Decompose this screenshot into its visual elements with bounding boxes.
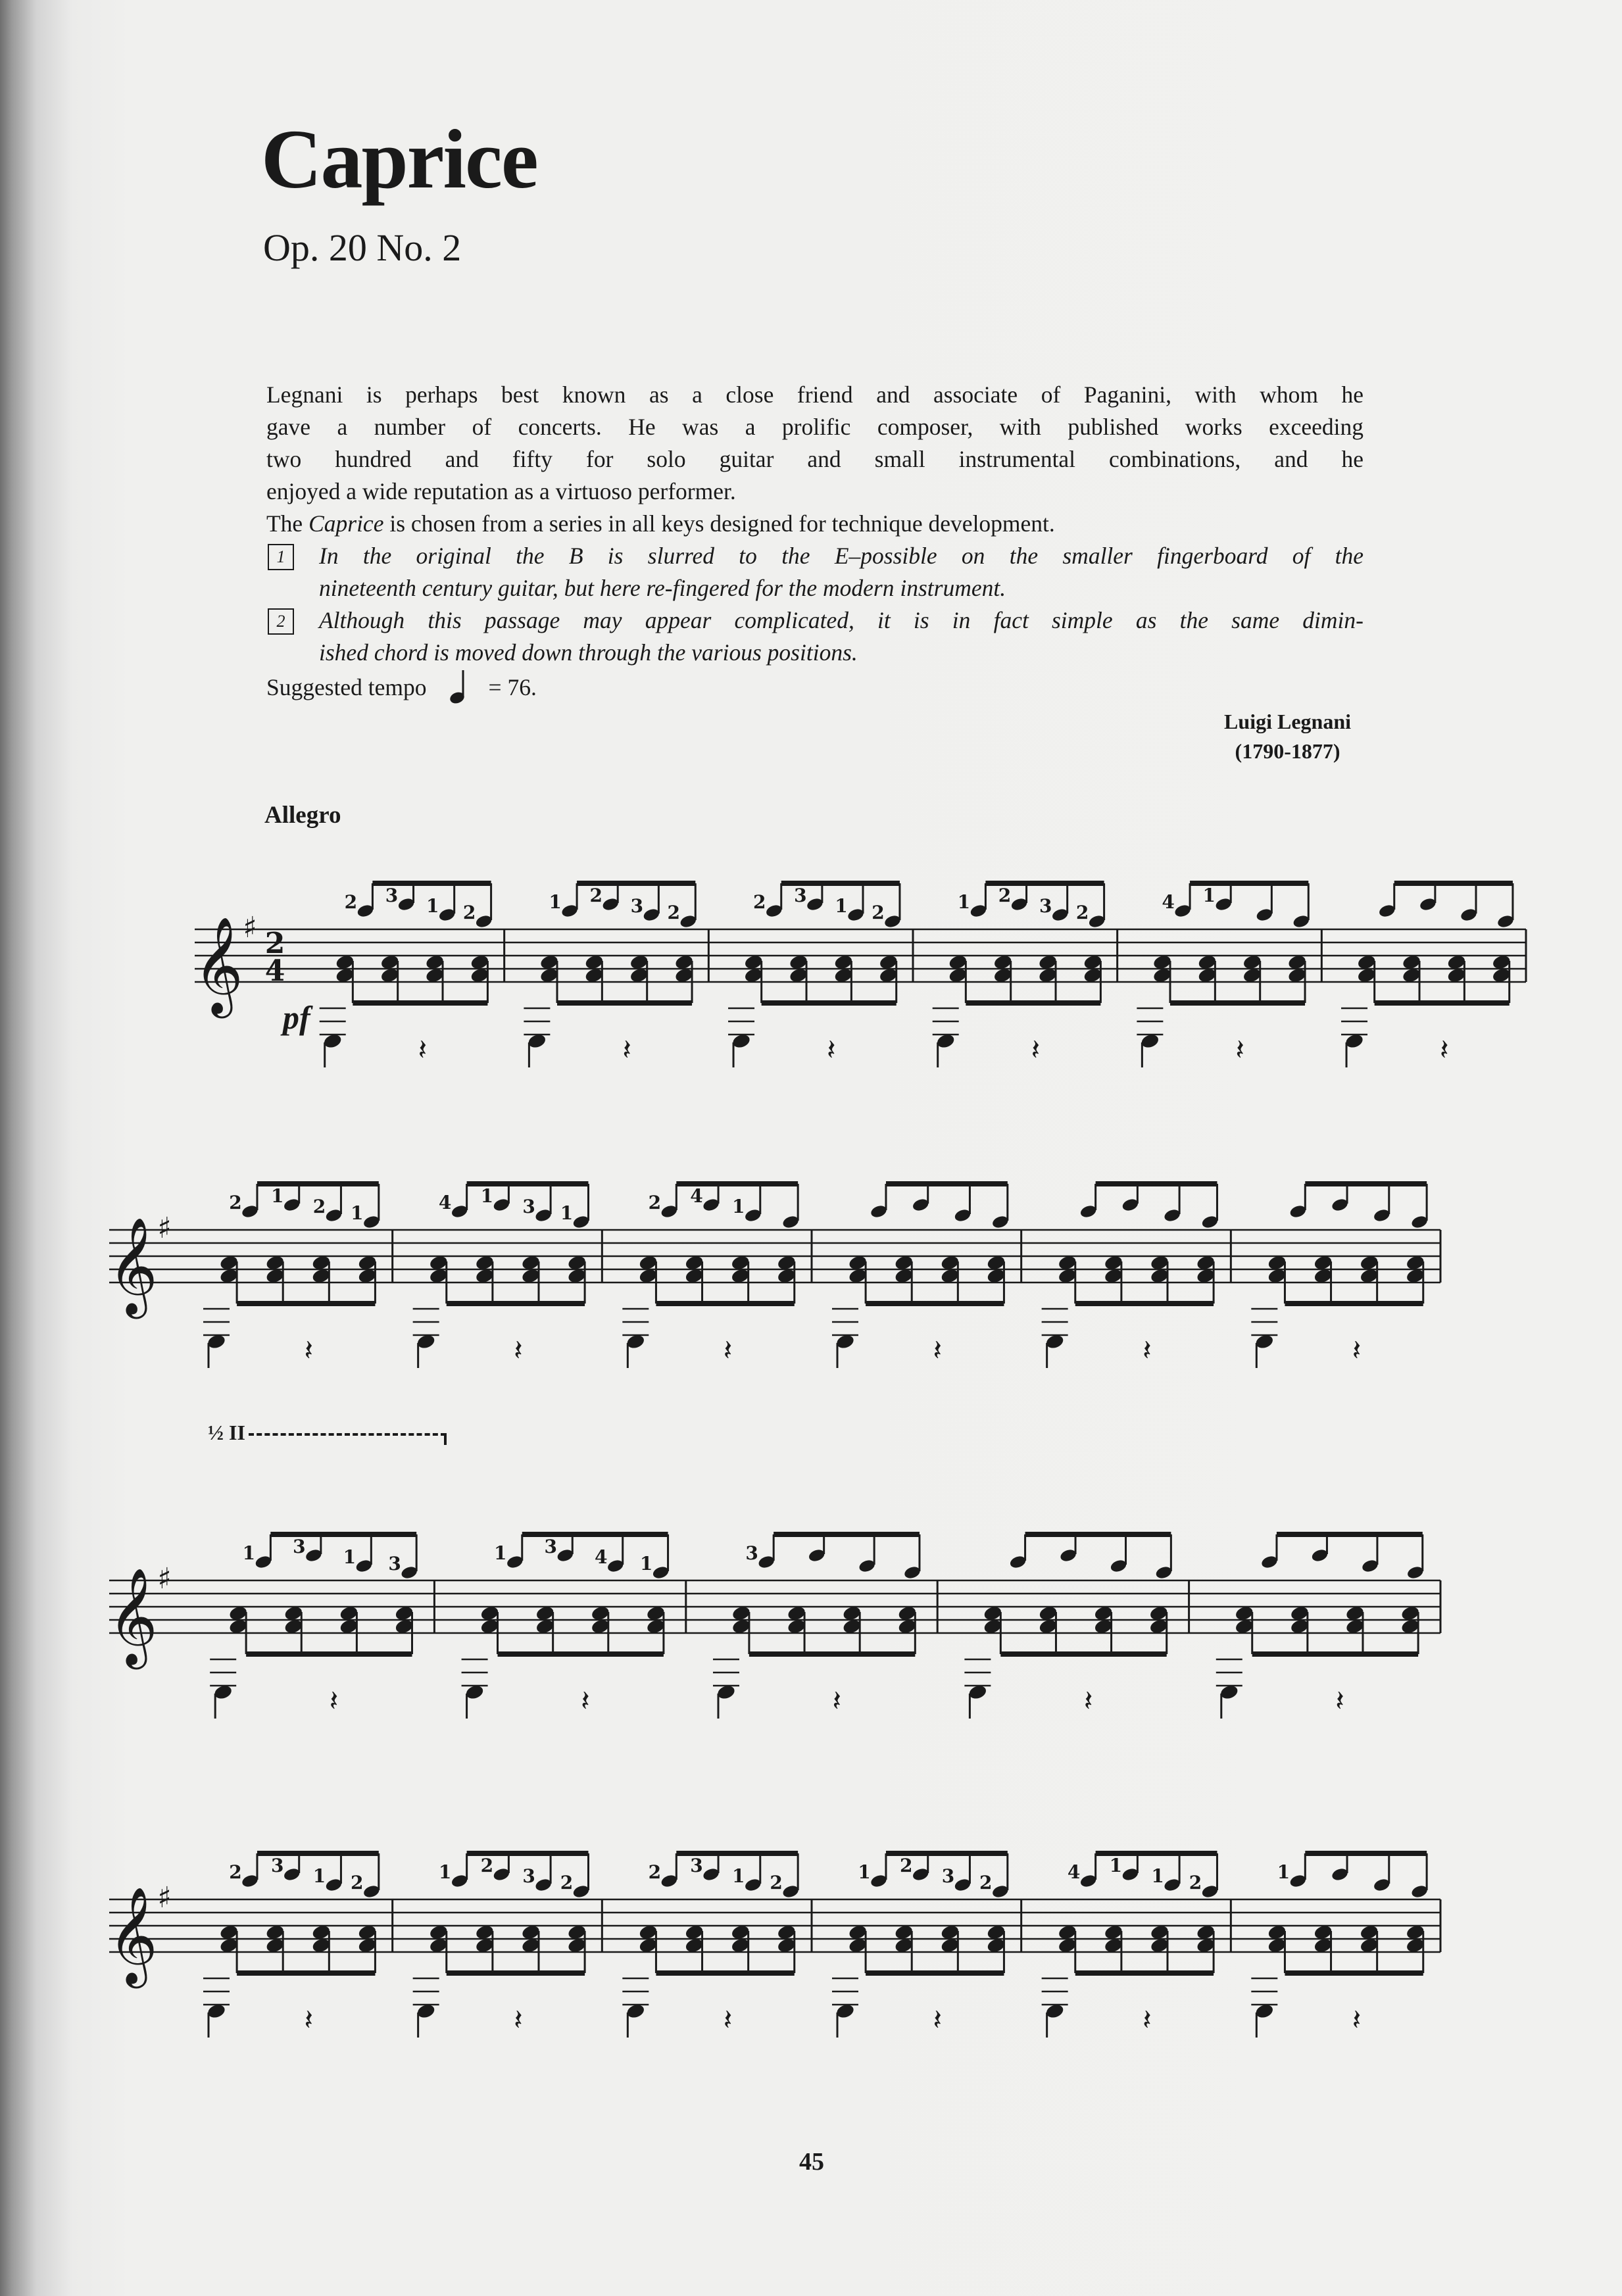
quarter-rest-icon: 𝄽 — [514, 2003, 523, 2037]
fingering-number: 1 — [957, 891, 971, 913]
quarter-rest-icon: 𝄽 — [1143, 1334, 1152, 1367]
chord-group — [964, 1534, 1173, 1719]
fingering-number: 2 — [648, 1192, 662, 1213]
fingering-number: 1 — [242, 1542, 256, 1564]
fingering-number: 2 — [560, 1872, 574, 1893]
quarter-rest-icon: 𝄽 — [1031, 1033, 1041, 1067]
time-signature-bottom: 4 — [264, 954, 285, 988]
fingering-number: 1 — [351, 1202, 364, 1224]
quarter-rest-icon: 𝄽 — [329, 1684, 339, 1718]
quarter-rest-icon: 𝄽 — [304, 2003, 313, 2037]
quarter-rest-icon: 𝄽 — [933, 2003, 942, 2037]
composer-name: Luigi Legnani — [1224, 710, 1351, 733]
chord-group — [413, 1853, 591, 2038]
page-number: 45 — [799, 2148, 824, 2176]
fingering-number: 3 — [690, 1855, 703, 1876]
quarter-rest-icon: 𝄽 — [723, 1334, 733, 1367]
footnote-text: nineteenth century guitar, but here re-fingered for the modern instrument. — [319, 575, 1006, 601]
fingering-number: 1 — [858, 1861, 871, 1883]
fingering-number: 3 — [745, 1542, 758, 1564]
chord-group — [203, 1184, 381, 1368]
key-signature-sharp: ♯ — [243, 911, 257, 944]
fingering-number: 1 — [732, 1196, 745, 1217]
chord-group — [210, 1534, 418, 1719]
fingering-number: 3 — [270, 1855, 284, 1876]
chord-group — [1251, 1184, 1429, 1368]
music-system-4 — [108, 1855, 1440, 2037]
fingering-number: 4 — [438, 1192, 452, 1213]
staff-lines — [109, 1899, 1440, 1952]
fingering-number: 4 — [594, 1546, 608, 1568]
fingering-number: 2 — [589, 885, 602, 906]
fingering-number: 3 — [522, 1865, 535, 1887]
treble-clef-icon: 𝄞 — [108, 1217, 158, 1315]
quarter-rest-icon: 𝄽 — [304, 1334, 313, 1367]
chord-group — [320, 883, 493, 1067]
fingering-number: 2 — [1189, 1872, 1202, 1893]
chord-group — [413, 1184, 591, 1368]
chord-group — [832, 1853, 1010, 2038]
quarter-rest-icon: 𝄽 — [514, 1334, 523, 1367]
barre-extension-line — [249, 1433, 446, 1436]
fingering-number: 2 — [648, 1861, 662, 1883]
fingering-number: 1 — [1202, 885, 1216, 906]
fingering-number: 1 — [494, 1542, 507, 1564]
fingering-number: 1 — [560, 1202, 574, 1224]
quarter-rest-icon: 𝄽 — [1143, 2003, 1152, 2037]
key-signature-sharp: ♯ — [157, 1562, 172, 1596]
fingering-number: 2 — [753, 891, 766, 913]
footnote-2 — [266, 604, 1364, 669]
quarter-rest-icon: 𝄽 — [1335, 1684, 1344, 1718]
fingering-number: 1 — [343, 1546, 356, 1568]
fingering-number: 2 — [229, 1861, 242, 1883]
fingering-number: 2 — [979, 1872, 993, 1893]
fingering-number: 2 — [667, 902, 681, 923]
fingering-number: 1 — [549, 891, 562, 913]
fingering-number: 3 — [522, 1196, 535, 1217]
intro-line: Legnani is perhaps best known as a close friend and associate of Paganini, with whom he — [266, 381, 1364, 408]
fingering-number: 1 — [732, 1865, 745, 1887]
chord-group — [203, 1853, 381, 2038]
treble-clef-icon: 𝄞 — [108, 1567, 158, 1665]
fingering-number: 3 — [794, 885, 807, 906]
fingering-number: 2 — [312, 1196, 326, 1217]
footnote-text: ished chord is moved down through the various positions. — [319, 639, 858, 666]
music-system-3 — [108, 1536, 1440, 1718]
composer-dates: (1790-1877) — [1235, 739, 1340, 763]
time-signature-top: 2 — [264, 927, 285, 960]
chord-group — [462, 1534, 670, 1719]
footnote-number-box: 1 — [268, 544, 294, 570]
fingering-number: 3 — [630, 895, 644, 917]
chord-group — [622, 1853, 800, 2038]
quarter-rest-icon: 𝄽 — [622, 1033, 631, 1067]
quarter-rest-icon: 𝄽 — [723, 2003, 733, 2037]
footnote-text: In the original the B is slurred to the E–possible on the smaller fingerboard of the — [319, 543, 1364, 569]
intro-line: enjoyed a wide reputation as a virtuoso performer. — [266, 478, 736, 504]
barre-extension-end — [444, 1433, 447, 1445]
chord-group — [832, 1184, 1010, 1368]
footnote-text: Although this passage may appear complicated, it is in fact simple as the same dimin- — [319, 607, 1364, 633]
fingering-number: 2 — [351, 1872, 364, 1893]
fingering-number: 3 — [388, 1553, 401, 1575]
fingering-number: 2 — [770, 1872, 783, 1893]
music-system-2 — [108, 1185, 1440, 1367]
quarter-rest-icon: 𝄽 — [1352, 1334, 1362, 1367]
footnote-number-box: 2 — [268, 608, 294, 635]
fingering-number: 3 — [941, 1865, 955, 1887]
fingering-number: 1 — [835, 895, 848, 917]
composer-credit — [1224, 707, 1351, 766]
quarter-rest-icon: 𝄽 — [1439, 1033, 1449, 1067]
caprice-italic: Caprice — [308, 510, 384, 537]
footnote-1 — [266, 540, 1364, 604]
fingering-number: 3 — [1039, 895, 1052, 917]
fingering-number: 1 — [1109, 1855, 1123, 1876]
staff-lines — [109, 1230, 1440, 1282]
quarter-rest-icon: 𝄽 — [418, 1033, 428, 1067]
key-signature-sharp: ♯ — [157, 1881, 172, 1915]
chord-group — [524, 883, 697, 1067]
tempo-label: Suggested tempo — [266, 673, 427, 700]
fingering-number: 2 — [462, 902, 476, 923]
quarter-rest-icon: 𝄽 — [581, 1684, 590, 1718]
intro-line: two hundred and fifty for solo guitar and small instrumental combinations, and he — [266, 446, 1364, 472]
music-system-1 — [193, 885, 1526, 1067]
barre-marking: ½ II — [208, 1421, 245, 1444]
chord-group — [1042, 1184, 1219, 1368]
chord-group — [1137, 883, 1310, 1067]
chord-group — [728, 883, 902, 1067]
quarter-rest-icon: 𝄽 — [1235, 1033, 1244, 1067]
quarter-rest-icon: 𝄽 — [1083, 1684, 1093, 1718]
tempo-value: = 76. — [488, 673, 537, 700]
quarter-rest-icon: 𝄽 — [826, 1033, 836, 1067]
chord-group — [622, 1184, 800, 1368]
fingering-number: 2 — [899, 1855, 913, 1876]
fingering-number: 1 — [438, 1861, 452, 1883]
quarter-rest-icon: 𝄽 — [933, 1334, 942, 1367]
fingering-number: 1 — [270, 1185, 284, 1207]
fingering-number: 2 — [998, 885, 1012, 906]
chord-group — [1042, 1853, 1219, 2038]
fingering-number: 2 — [1075, 902, 1089, 923]
introduction — [266, 379, 1364, 706]
quarter-rest-icon: 𝄽 — [1352, 2003, 1362, 2037]
fingering-number: 1 — [426, 895, 439, 917]
chord-group — [1251, 1853, 1429, 2038]
fingering-number: 3 — [293, 1536, 306, 1557]
fingering-number: 1 — [639, 1553, 653, 1575]
chord-group — [1341, 883, 1515, 1067]
fingering-number: 1 — [312, 1865, 326, 1887]
fingering-number: 4 — [1067, 1861, 1081, 1883]
fingering-number: 2 — [229, 1192, 242, 1213]
treble-clef-icon: 𝄞 — [193, 916, 243, 1014]
fingering-number: 2 — [344, 891, 358, 913]
treble-clef-icon: 𝄞 — [108, 1886, 158, 1984]
key-signature-sharp: ♯ — [157, 1211, 172, 1245]
fingering-number: 1 — [480, 1185, 494, 1207]
quarter-rest-icon: 𝄽 — [832, 1684, 841, 1718]
opus-subtitle: Op. 20 No. 2 — [263, 226, 462, 269]
fingering-number: 1 — [1277, 1861, 1290, 1883]
dynamic-marking: pf — [283, 999, 310, 1036]
chord-group — [713, 1534, 922, 1719]
chord-group — [933, 883, 1106, 1067]
fingering-number: 3 — [544, 1536, 557, 1557]
fingering-number: 4 — [1162, 891, 1175, 913]
intro-line: gave a number of concerts. He was a prolific composer, with published works exceeding — [266, 414, 1364, 440]
caprice-sentence: The Caprice is chosen from a series in all keys designed for technique development. — [266, 510, 1055, 537]
page-title: Caprice — [261, 112, 537, 206]
chord-group — [1216, 1534, 1425, 1719]
fingering-number: 2 — [480, 1855, 494, 1876]
fingering-number: 1 — [1151, 1865, 1164, 1887]
fingering-number: 4 — [690, 1185, 703, 1207]
tempo-marking: Allegro — [264, 802, 341, 829]
suggested-tempo — [266, 669, 1364, 706]
quarter-note-icon — [443, 669, 489, 706]
fingering-number: 3 — [385, 885, 399, 906]
fingering-number: 2 — [872, 902, 885, 923]
